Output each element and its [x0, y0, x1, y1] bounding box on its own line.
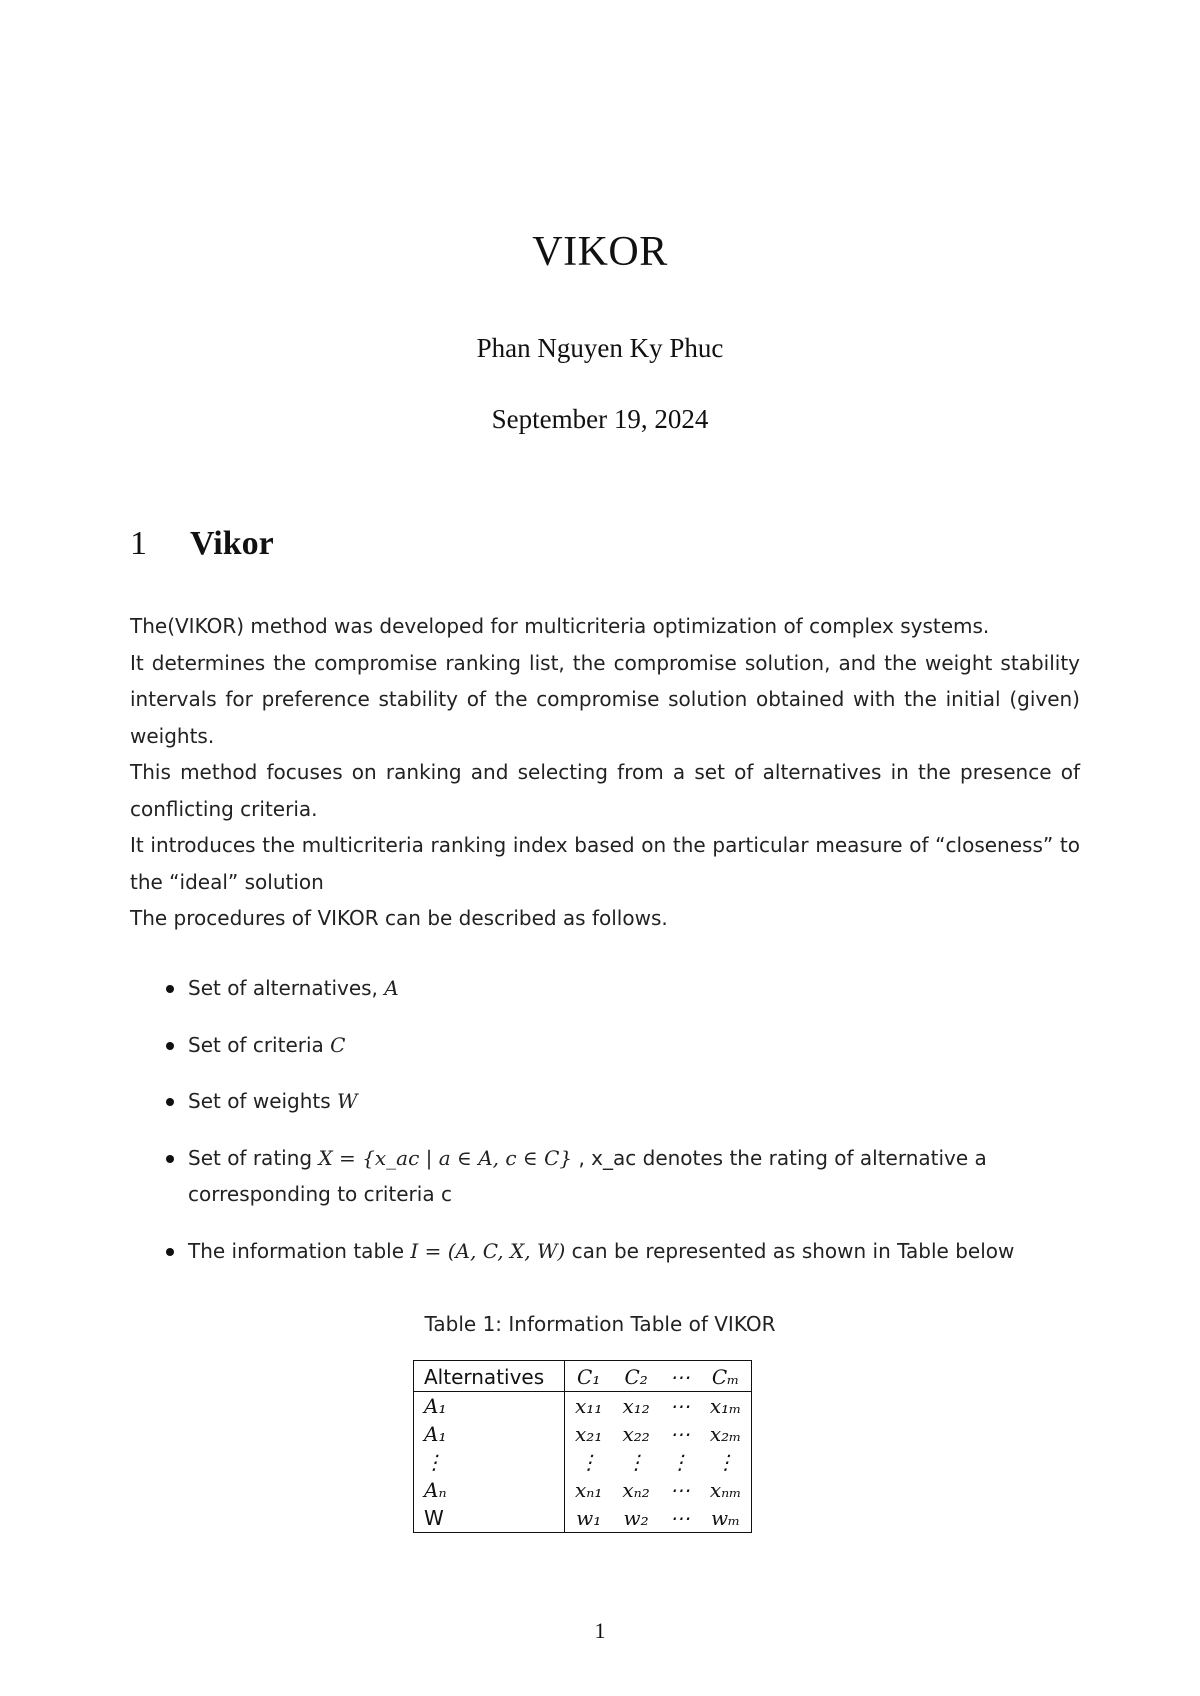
table-cell: x₂ₘ — [709, 1422, 742, 1446]
table-header-cell: Cₘ — [700, 1361, 752, 1392]
page-number: 1 — [594, 1618, 606, 1643]
table-cell: W — [414, 1504, 565, 1533]
bullet-icon — [166, 985, 174, 993]
table-cell: ⋮ — [578, 1450, 599, 1474]
table-cell: xₙ₂ — [622, 1478, 650, 1502]
list-item-math: C — [330, 1032, 346, 1057]
table-header-cell: ⋯ — [660, 1361, 700, 1392]
paragraph: The procedures of VIKOR can be described as follows. — [130, 906, 668, 930]
table-header-cell: Alternatives — [414, 1361, 565, 1392]
table-header-cell: C₁ — [565, 1361, 613, 1392]
table-cell: x₂₁ — [575, 1422, 603, 1446]
bullet-icon — [166, 1155, 174, 1163]
list-item-math: X = {x_ac | a ∈ A, c ∈ C} — [318, 1145, 573, 1170]
table-cell: ⋯ — [669, 1394, 690, 1418]
list-item-tail: , x_ac denotes the rating of alternative a corresponding to criteria c — [188, 1145, 987, 1206]
list-item — [130, 1083, 1080, 1120]
table-cell: Aₙ — [414, 1476, 565, 1504]
bullet-icon — [166, 1042, 174, 1050]
section-title: Vikor — [190, 525, 274, 562]
table-cell: x₁ₘ — [709, 1394, 742, 1418]
table-cell: ⋯ — [669, 1422, 690, 1446]
table-cell: ⋮ — [715, 1450, 736, 1474]
table-header-row — [414, 1361, 752, 1392]
section-heading — [130, 525, 274, 563]
list-item — [130, 1027, 1080, 1064]
table-row — [414, 1392, 752, 1421]
bullet-icon — [166, 1248, 174, 1256]
section-number: 1 — [130, 525, 147, 562]
table-cell: ⋯ — [669, 1506, 690, 1530]
table-cell: xₙ₁ — [575, 1478, 603, 1502]
document-title: VIKOR — [532, 229, 668, 275]
table-cell: w₂ — [623, 1506, 649, 1530]
table-row — [414, 1420, 752, 1448]
table-cell: ⋮ — [669, 1450, 690, 1474]
paragraph: This method focuses on ranking and selecting from a set of alternatives in the presence of conflicting criteria. — [130, 760, 1080, 821]
list-item-text: The information table — [188, 1238, 411, 1263]
table-cell: ⋮ — [626, 1450, 647, 1474]
table-header-cell: C₂ — [612, 1361, 659, 1392]
list-item-tail: can be represented as shown in Table below — [565, 1238, 1015, 1263]
table-caption: Table 1: Information Table of VIKOR — [424, 1312, 776, 1336]
table-cell: x₁₁ — [575, 1394, 603, 1418]
procedure-list — [130, 970, 1080, 1289]
document-author: Phan Nguyen Ky Phuc — [476, 333, 724, 363]
table-cell: w₁ — [576, 1506, 602, 1530]
table-cell: xₙₘ — [709, 1478, 742, 1502]
table-cell: x₁₂ — [622, 1394, 650, 1418]
table-cell: ⋮ — [414, 1448, 565, 1476]
list-item-text: Set of criteria — [188, 1032, 331, 1057]
table-row — [414, 1448, 752, 1476]
list-item-math: W — [337, 1089, 358, 1113]
table-cell: A₁ — [414, 1392, 565, 1421]
list-item-text: Set of alternatives, — [188, 976, 385, 1000]
bullet-icon — [166, 1098, 174, 1106]
list-item — [130, 1233, 1080, 1270]
list-item-math: I = (A, C, X, W) — [410, 1238, 566, 1263]
table-cell: x₂₂ — [622, 1422, 650, 1446]
paragraph: The(VIKOR) method was developed for multicriteria optimization of complex systems. — [130, 614, 990, 638]
document-date: September 19, 2024 — [491, 404, 709, 434]
list-item — [130, 970, 1080, 1007]
list-item-math: A — [384, 976, 399, 1000]
table-row — [414, 1504, 752, 1533]
paragraph: It introduces the multicriteria ranking index based on the particular measure of “closeness” to the “ideal” solution — [130, 833, 1080, 894]
section-body — [130, 608, 1080, 937]
information-table — [413, 1360, 752, 1533]
list-item-text: Set of weights — [188, 1089, 338, 1113]
list-item — [130, 1140, 1080, 1213]
table-cell: ⋯ — [669, 1478, 690, 1502]
table-row — [414, 1476, 752, 1504]
table-cell: wₘ — [710, 1506, 741, 1530]
table-cell: A₁ — [414, 1420, 565, 1448]
list-item-text: Set of rating — [188, 1145, 319, 1170]
paragraph: It determines the compromise ranking list, the compromise solution, and the weight stability intervals for preference stability of the compromise solution obtained with the initial (given) weights. — [130, 650, 1080, 748]
